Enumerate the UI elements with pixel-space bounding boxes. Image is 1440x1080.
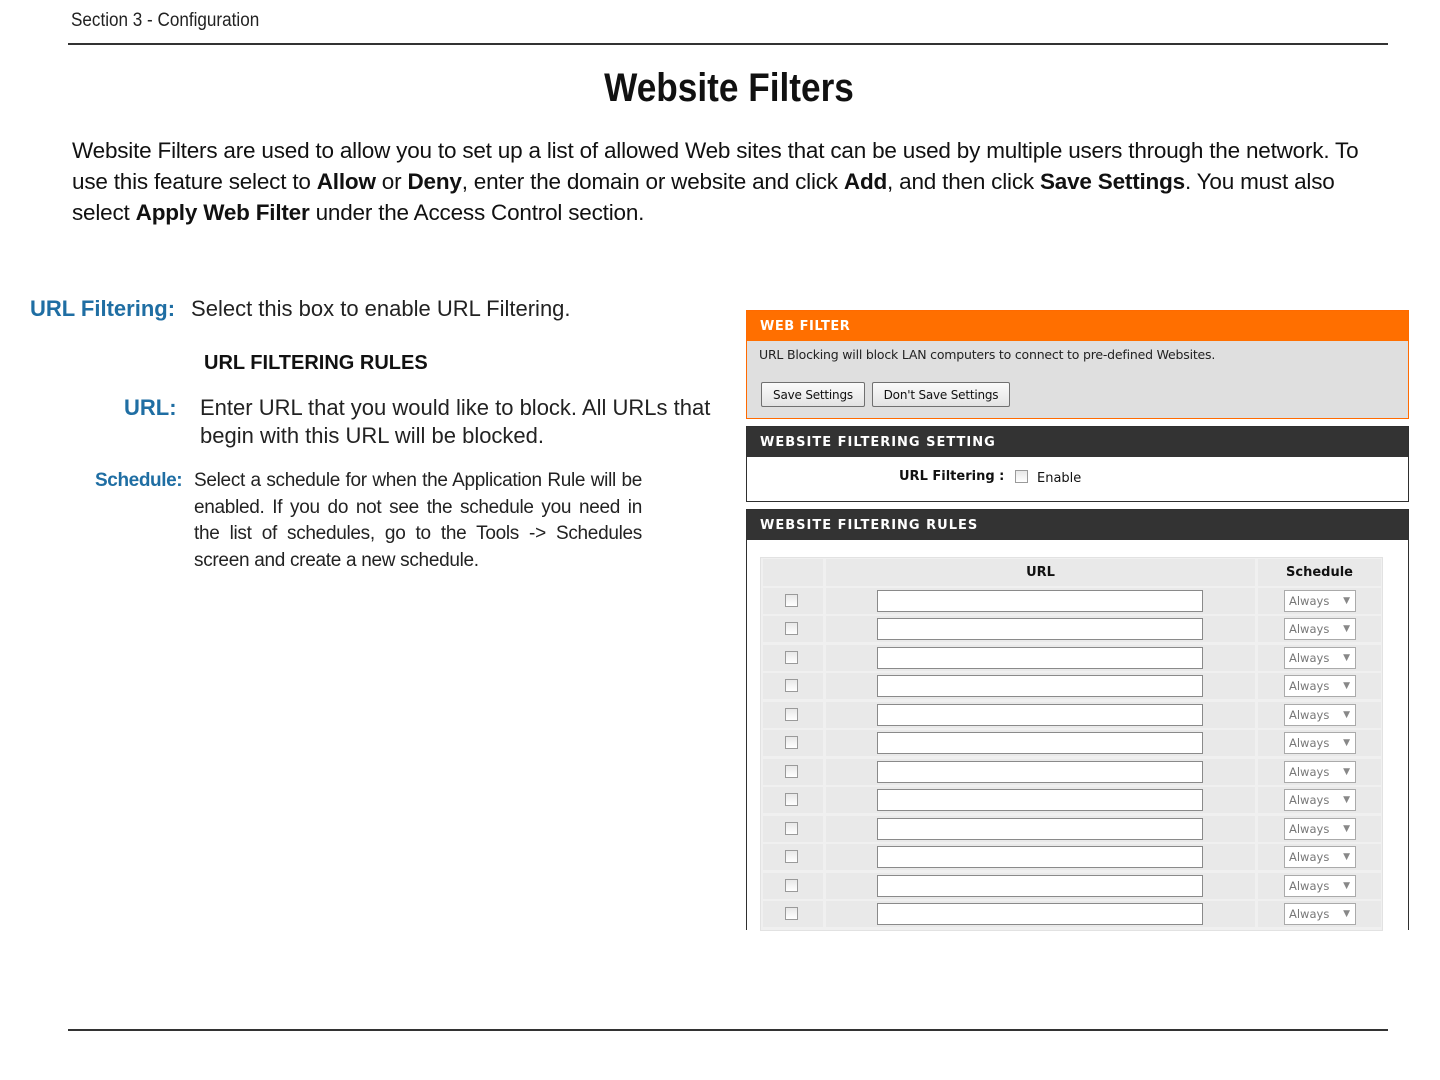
rule-schedule-value: Always (1289, 622, 1330, 636)
desc-url-text: Enter URL that you would like to block. All URLs that begin with this URL will be blocked. (200, 395, 711, 448)
intro-bold-deny: Deny (407, 169, 462, 194)
save-settings-button[interactable]: Save Settings (761, 382, 865, 407)
website-filtering-rules-header: WEBSITE FILTERING RULES (747, 510, 1408, 540)
rule-row (761, 701, 1383, 730)
rule-row (761, 587, 1383, 616)
rule-select-cell (763, 901, 823, 927)
rule-row (761, 900, 1383, 929)
rule-select-cell (763, 759, 823, 785)
rule-schedule-value: Always (1289, 821, 1330, 836)
rule-select-checkbox[interactable] (785, 793, 798, 806)
rule-select-checkbox[interactable] (785, 907, 798, 920)
intro-text: , enter the domain or website and click (461, 169, 844, 194)
rule-url-input[interactable] (877, 732, 1203, 754)
rule-schedule-value: Always (1289, 878, 1330, 893)
intro-text: Website Filters are used to allow you to set up a list of allowed Web sites that can be used by multiple users through the network. To use this feature select to (72, 138, 1359, 194)
desc-url-filtering-label: URL Filtering: (30, 296, 176, 321)
rule-select-checkbox[interactable] (785, 622, 798, 635)
intro-text: , and then click (887, 169, 1040, 194)
desc-url-filtering (30, 296, 571, 322)
rule-select-cell (763, 787, 823, 813)
web-filter-header: WEB FILTER (747, 311, 1408, 341)
rule-url-input[interactable] (877, 903, 1203, 925)
column-header-select (763, 559, 823, 586)
url-filtering-row (747, 457, 1408, 501)
chevron-down-icon: ▼ (1343, 624, 1350, 634)
rule-select-cell (763, 816, 823, 842)
rule-url-input[interactable] (877, 618, 1203, 640)
rule-schedule-value: Always (1289, 679, 1330, 693)
column-header-url: URL (826, 559, 1255, 586)
rule-select-checkbox[interactable] (785, 850, 798, 863)
rule-row (761, 672, 1383, 701)
rule-url-cell (826, 673, 1255, 699)
rule-schedule-cell (1258, 759, 1381, 785)
top-divider (68, 43, 1388, 45)
rule-schedule-cell (1258, 645, 1381, 671)
rule-url-input[interactable] (877, 789, 1203, 811)
rule-schedule-value: Always (1289, 707, 1330, 722)
rule-schedule-cell (1258, 702, 1381, 728)
rule-schedule-select[interactable] (1284, 789, 1356, 811)
rule-schedule-value: Always (1289, 793, 1330, 807)
section-header: Section 3 - Configuration (71, 10, 260, 31)
web-filter-box (746, 310, 1409, 419)
page-title: Website Filters (604, 66, 854, 110)
url-filtering-enable-checkbox[interactable] (1015, 470, 1028, 483)
rule-url-input[interactable] (877, 704, 1203, 726)
rule-select-cell (763, 730, 823, 756)
rule-select-cell (763, 616, 823, 642)
rule-url-cell (826, 787, 1255, 813)
rule-url-cell (826, 702, 1255, 728)
rule-url-input[interactable] (877, 647, 1203, 669)
rule-url-cell (826, 844, 1255, 870)
chevron-down-icon: ▼ (1343, 766, 1350, 777)
rule-select-cell (763, 588, 823, 614)
rule-select-checkbox[interactable] (785, 708, 798, 721)
rule-schedule-select[interactable] (1284, 903, 1356, 925)
rule-select-checkbox[interactable] (785, 679, 798, 692)
intro-bold-save-settings: Save Settings (1039, 169, 1185, 194)
rule-schedule-select[interactable] (1284, 704, 1356, 726)
rule-select-checkbox[interactable] (785, 736, 798, 749)
desc-url-filtering-text: Select this box to enable URL Filtering. (191, 296, 571, 321)
rule-select-cell (763, 873, 823, 899)
rule-schedule-value: Always (1289, 650, 1330, 665)
bottom-divider (68, 1029, 1388, 1031)
rule-url-input[interactable] (877, 761, 1203, 783)
rule-select-cell (763, 702, 823, 728)
chevron-down-icon: ▼ (1343, 823, 1350, 834)
chevron-down-icon: ▼ (1343, 709, 1350, 720)
rule-schedule-cell (1258, 844, 1381, 870)
rule-row (761, 843, 1383, 872)
rule-schedule-cell (1258, 673, 1381, 699)
rule-schedule-select[interactable] (1284, 846, 1356, 868)
chevron-down-icon: ▼ (1343, 909, 1350, 919)
chevron-down-icon: ▼ (1343, 652, 1350, 663)
rule-schedule-value: Always (1289, 907, 1330, 921)
rule-schedule-select[interactable] (1284, 818, 1356, 840)
intro-bold-add: Add (843, 169, 888, 194)
web-filter-message: URL Blocking will block LAN computers to connect to pre-defined Websites. (759, 347, 1216, 362)
rules-heading: URL FILTERING RULES (204, 352, 428, 374)
rule-url-cell (826, 588, 1255, 614)
rule-row (761, 615, 1383, 644)
rule-url-cell (826, 901, 1255, 927)
intro-text: . You must also select (72, 169, 1335, 225)
rule-schedule-cell (1258, 873, 1381, 899)
rule-url-cell (826, 616, 1255, 642)
rule-url-input[interactable] (877, 875, 1203, 897)
rule-schedule-cell (1258, 787, 1381, 813)
enable-label: Enable (1037, 471, 1082, 486)
rule-url-cell (826, 759, 1255, 785)
chevron-down-icon: ▼ (1343, 681, 1350, 691)
intro-paragraph (72, 135, 1392, 228)
rule-select-checkbox[interactable] (785, 822, 798, 835)
rule-select-cell (763, 844, 823, 870)
chevron-down-icon: ▼ (1343, 795, 1350, 805)
rule-schedule-select[interactable] (1284, 618, 1356, 640)
rule-url-input[interactable] (877, 846, 1203, 868)
rule-row (761, 815, 1383, 844)
rule-schedule-value: Always (1289, 850, 1330, 864)
website-filtering-rules-box (746, 509, 1409, 930)
url-filtering-label: URL Filtering : (899, 469, 1005, 484)
rule-url-input[interactable] (877, 590, 1203, 612)
website-filtering-setting-header: WEBSITE FILTERING SETTING (747, 427, 1408, 457)
rule-schedule-cell (1258, 816, 1381, 842)
chevron-down-icon: ▼ (1343, 880, 1350, 891)
rule-schedule-select[interactable] (1284, 590, 1356, 612)
website-filtering-setting-box (746, 426, 1409, 502)
desc-schedule-label: Schedule: (95, 470, 183, 491)
rule-schedule-select[interactable] (1284, 732, 1356, 754)
rule-schedule-cell (1258, 730, 1381, 756)
rules-table (760, 557, 1383, 931)
rule-row (761, 758, 1383, 787)
intro-bold-apply-web-filter: Apply Web Filter (135, 200, 310, 225)
rule-url-input[interactable] (877, 818, 1203, 840)
rule-url-input[interactable] (877, 675, 1203, 697)
rule-select-cell (763, 645, 823, 671)
intro-text: or (375, 169, 408, 194)
rule-select-checkbox[interactable] (785, 594, 798, 607)
rule-select-checkbox[interactable] (785, 879, 798, 892)
chevron-down-icon: ▼ (1343, 595, 1350, 606)
rules-table-header (761, 558, 1383, 586)
rule-schedule-select[interactable] (1284, 875, 1356, 897)
rule-schedule-select[interactable] (1284, 647, 1356, 669)
rule-row (761, 644, 1383, 673)
rule-schedule-cell (1258, 588, 1381, 614)
rule-url-cell (826, 645, 1255, 671)
desc-schedule-text: Select a schedule for when the Application Rule will be enabled. If you do not see the schedule you need in the list of schedules, go to the Tools -> Schedules screen and create a new schedule. (194, 470, 642, 571)
rule-row (761, 729, 1383, 758)
intro-text: under the Access Control section. (309, 200, 645, 225)
chevron-down-icon: ▼ (1343, 852, 1350, 862)
rule-url-cell (826, 816, 1255, 842)
rule-schedule-value: Always (1289, 593, 1330, 608)
rule-row (761, 872, 1383, 901)
rule-select-checkbox[interactable] (785, 765, 798, 778)
rule-schedule-cell (1258, 901, 1381, 927)
desc-url-label: URL: (124, 395, 177, 420)
dont-save-settings-button[interactable]: Don't Save Settings (872, 382, 1010, 407)
rule-schedule-value: Always (1289, 764, 1330, 779)
rule-url-cell (826, 873, 1255, 899)
rule-schedule-cell (1258, 616, 1381, 642)
chevron-down-icon: ▼ (1343, 738, 1350, 748)
rule-schedule-select[interactable] (1284, 761, 1356, 783)
rule-schedule-select[interactable] (1284, 675, 1356, 697)
rule-select-cell (763, 673, 823, 699)
column-header-schedule: Schedule (1258, 559, 1381, 586)
rule-select-checkbox[interactable] (785, 651, 798, 664)
rule-row (761, 786, 1383, 815)
rule-url-cell (826, 730, 1255, 756)
rule-schedule-value: Always (1289, 736, 1330, 750)
intro-bold-allow: Allow (316, 169, 376, 194)
